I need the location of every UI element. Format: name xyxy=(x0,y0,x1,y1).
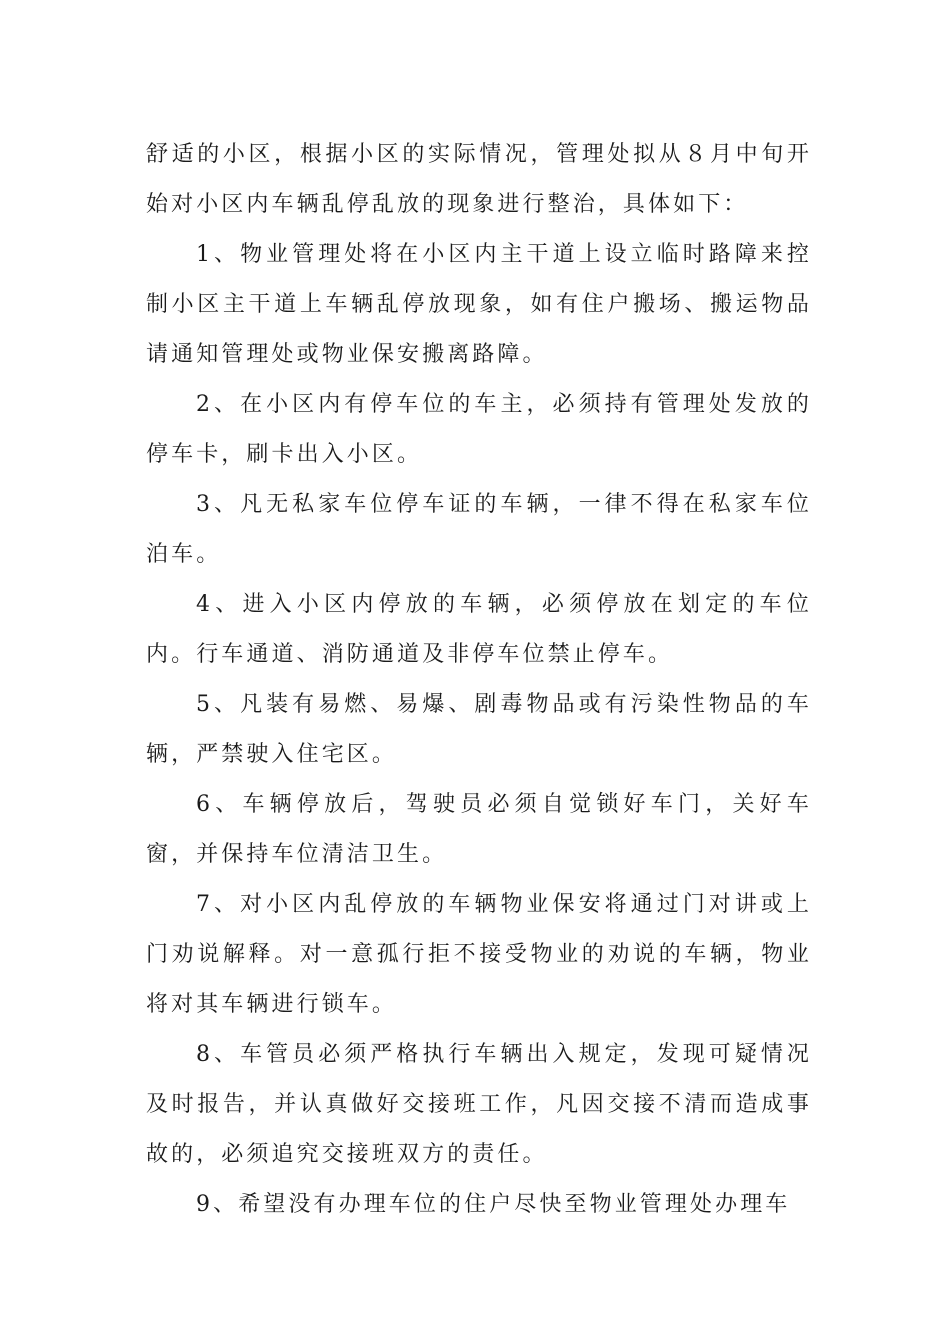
paragraph-item-6: 6、车辆停放后，驾驶员必须自觉锁好车门，关好车窗，并保持车位清洁卫生。 xyxy=(146,792,812,867)
document-body xyxy=(146,130,812,1230)
paragraph-item-9: 9、希望没有办理车位的住户尽快至物业管理处办理车 xyxy=(196,1192,791,1217)
paragraph-item-4: 4、进入小区内停放的车辆，必须停放在划定的车位内。行车通道、消防通道及非停车位禁止停车。 xyxy=(146,592,812,667)
paragraph-item-1: 1、物业管理处将在小区内主干道上设立临时路障来控制小区主干道上车辆乱停放现象，如有住户搬场、搬运物品请通知管理处或物业保安搬离路障。 xyxy=(146,242,812,367)
paragraph-intro: 舒适的小区，根据小区的实际情况，管理处拟从８月中旬开始对小区内车辆乱停乱放的现象进行整治，具体如下： xyxy=(146,142,812,217)
paragraph-item-5: 5、凡装有易燃、易爆、剧毒物品或有污染性物品的车辆，严禁驶入住宅区。 xyxy=(146,692,812,767)
paragraph-item-2: 2、在小区内有停车位的车主，必须持有管理处发放的停车卡，刷卡出入小区。 xyxy=(146,392,812,467)
paragraph-item-8: 8、车管员必须严格执行车辆出入规定，发现可疑情况及时报告，并认真做好交接班工作，凡因交接不清而造成事故的，必须追究交接班双方的责任。 xyxy=(146,1042,812,1167)
paragraph-item-3: 3、凡无私家车位停车证的车辆，一律不得在私家车位泊车。 xyxy=(146,492,812,567)
paragraph-item-7: 7、对小区内乱停放的车辆物业保安将通过门对讲或上门劝说解释。对一意孤行拒不接受物业的劝说的车辆，物业将对其车辆进行锁车。 xyxy=(146,892,812,1017)
